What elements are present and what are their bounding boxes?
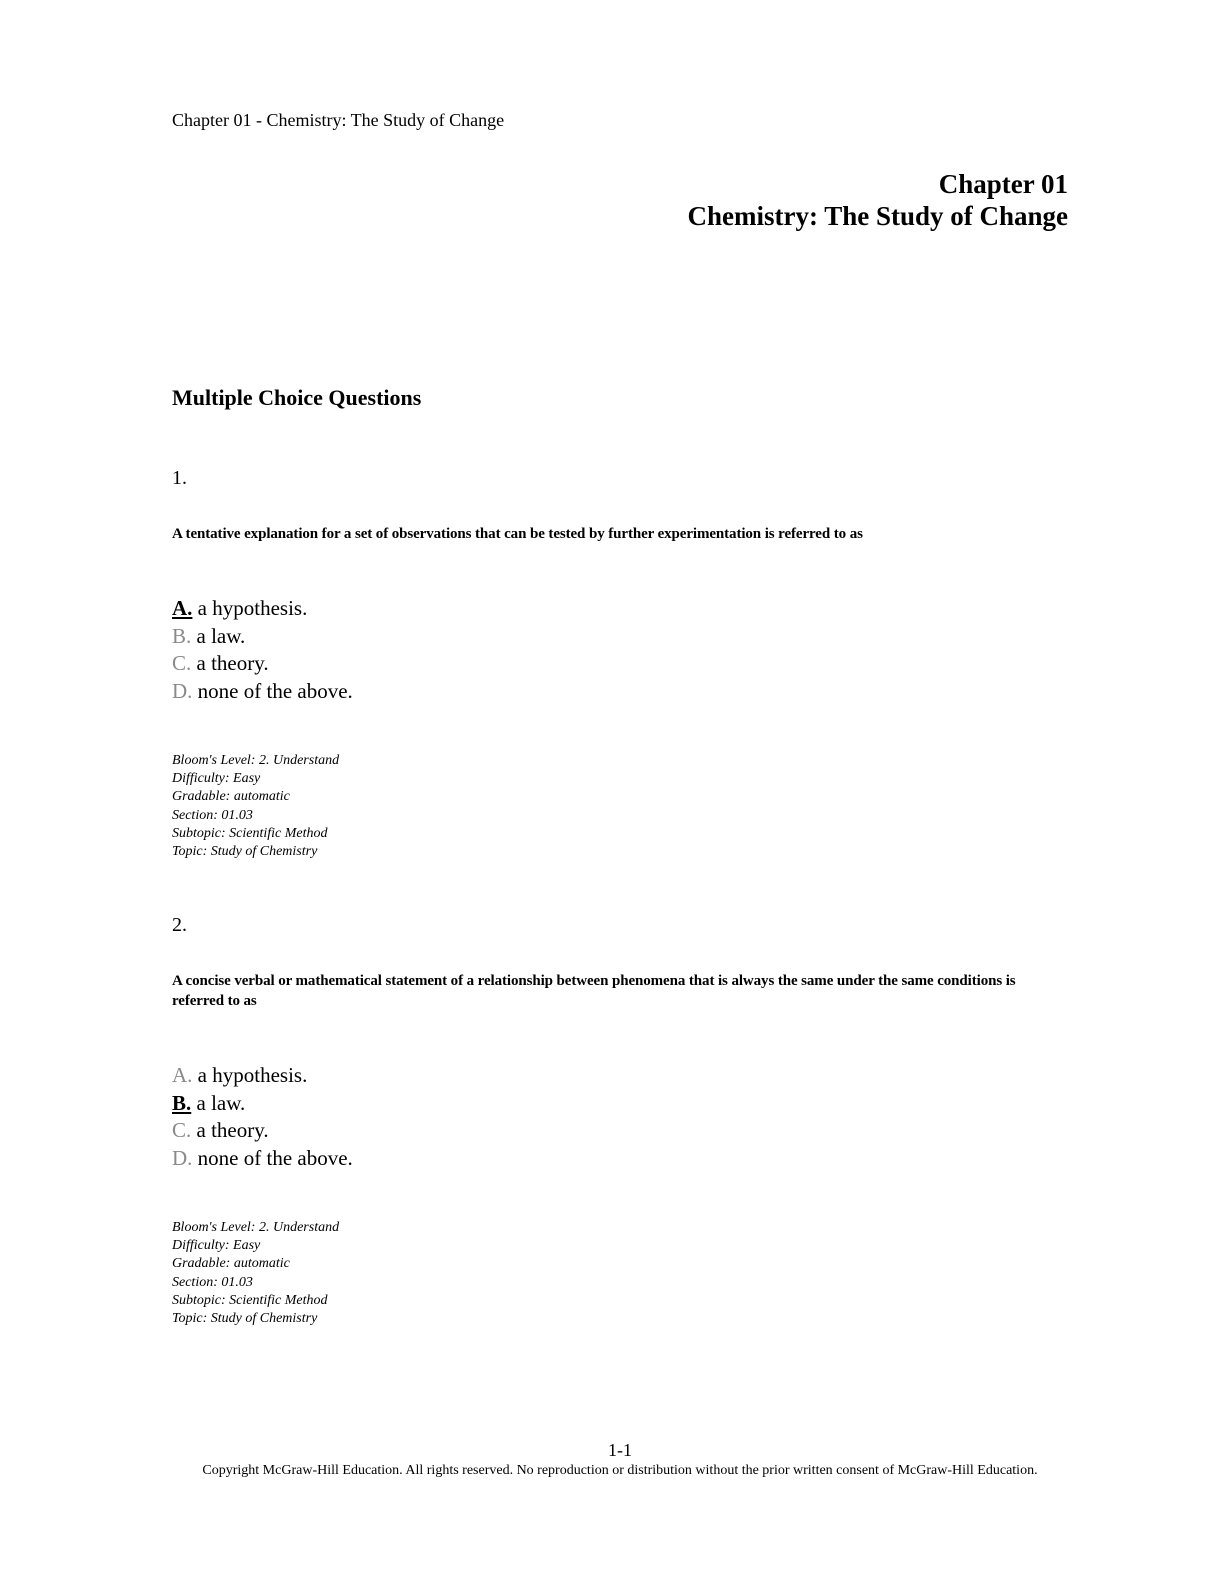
meta-difficulty: Difficulty: Easy: [172, 771, 261, 787]
page-number: 1-1: [608, 1440, 632, 1460]
meta-topic: Topic: Study of Chemistry: [172, 844, 318, 860]
meta-gradable: Gradable: automatic: [172, 789, 290, 805]
chapter-title: [687, 168, 1068, 232]
option-text: none of the above.: [197, 1145, 353, 1170]
option-letter: A.: [172, 596, 193, 620]
question-metadata: [172, 752, 339, 861]
meta-section: Section: 01.03: [172, 807, 253, 823]
option-text: a law.: [196, 623, 246, 648]
option-letter: C.: [172, 651, 192, 675]
meta-subtopic: Subtopic: Scientific Method: [172, 825, 328, 841]
running-header: Chapter 01 - Chemistry: The Study of Change: [172, 110, 505, 130]
copyright-notice: Copyright McGraw-Hill Education. All rights reserved. No reproduction or distribution without the prior written consent of McGraw-Hill Education.: [202, 1463, 1038, 1478]
answer-option-a: [172, 1062, 353, 1090]
question-text: A tentative explanation for a set of observations that can be tested by further experimentation is referred to as: [172, 526, 863, 542]
meta-subtopic: Subtopic: Scientific Method: [172, 1292, 328, 1308]
meta-blooms-level: Bloom's Level: 2. Understand: [172, 1220, 340, 1235]
question-number: 2.: [172, 914, 187, 936]
chapter-number: Chapter 01: [938, 169, 1068, 199]
option-text: a hypothesis.: [197, 1063, 308, 1087]
option-letter: C.: [172, 1118, 192, 1142]
answer-options: [172, 1062, 353, 1172]
answer-options: [172, 595, 353, 705]
question-metadata: [172, 1219, 339, 1328]
section-heading: Multiple Choice Questions: [172, 385, 422, 410]
question-text: A concise verbal or mathematical statement of a relationship between phenomena that is always the same under the same conditions is referred to as: [172, 973, 1016, 1009]
option-text: none of the above.: [197, 678, 353, 703]
answer-option-c: [172, 650, 353, 678]
option-letter: D.: [172, 678, 193, 703]
option-letter: D.: [172, 1145, 193, 1170]
answer-option-b: [172, 1090, 353, 1118]
meta-blooms-level: Bloom's Level: 2. Understand: [172, 753, 340, 768]
option-text: a theory.: [196, 1118, 269, 1142]
meta-difficulty: Difficulty: Easy: [172, 1238, 261, 1254]
option-letter: A.: [172, 1063, 193, 1087]
meta-gradable: Gradable: automatic: [172, 1256, 290, 1272]
option-text: a hypothesis.: [197, 596, 308, 620]
option-text: a theory.: [196, 651, 269, 675]
answer-option-b: [172, 623, 353, 651]
answer-option-c: [172, 1117, 353, 1145]
chapter-name: Chemistry: The Study of Change: [687, 201, 1068, 231]
answer-option-d: [172, 678, 353, 706]
option-letter: B.: [172, 1090, 192, 1115]
answer-option-d: [172, 1145, 353, 1173]
option-text: a law.: [196, 1090, 246, 1115]
question-number: 1.: [172, 467, 187, 489]
option-letter: B.: [172, 623, 192, 648]
meta-section: Section: 01.03: [172, 1274, 253, 1290]
answer-option-a: [172, 595, 353, 623]
meta-topic: Topic: Study of Chemistry: [172, 1311, 318, 1327]
